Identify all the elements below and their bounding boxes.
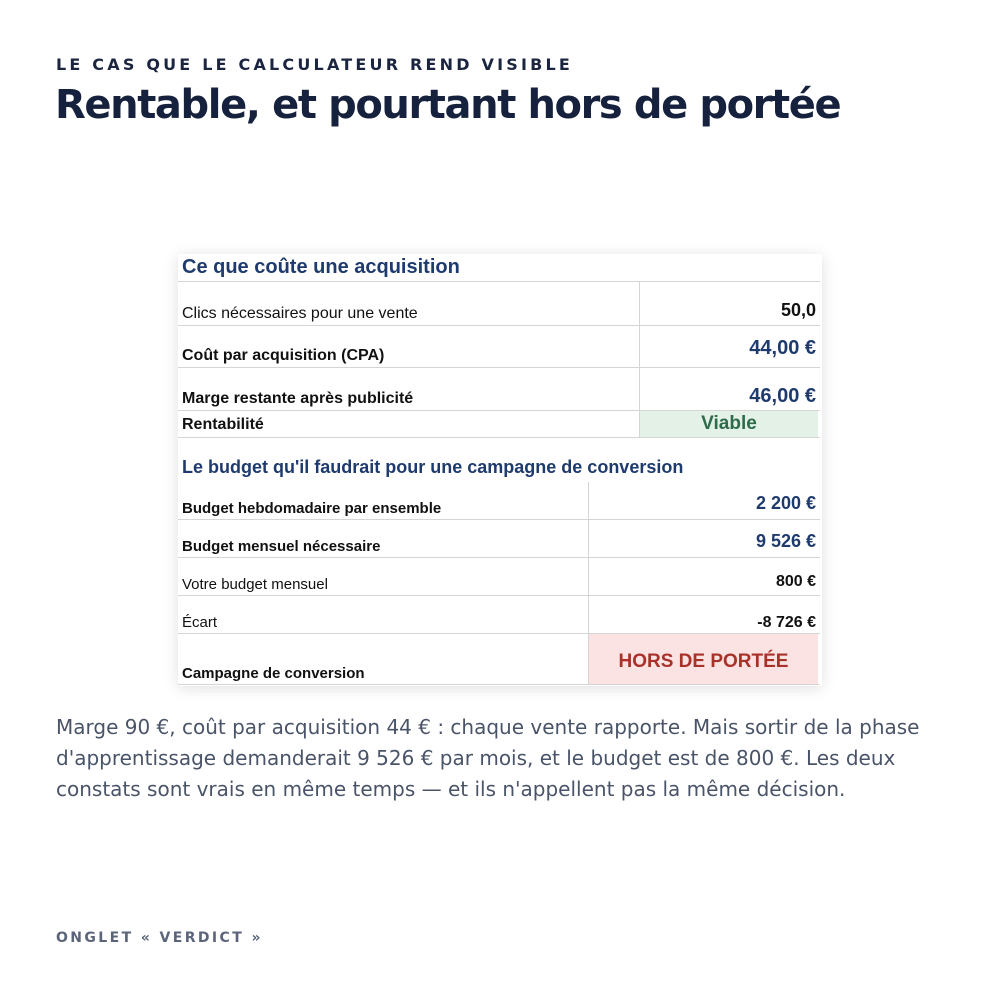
margin-after-ads-value: 46,00 €: [749, 385, 816, 407]
column-divider: [639, 368, 640, 410]
row-cpa: [178, 325, 820, 368]
gap-label: Écart: [182, 614, 218, 631]
monthly-budget-needed-label: Budget mensuel nécessaire: [182, 538, 381, 555]
row-clicks-per-sale: [178, 281, 820, 326]
budget-section-heading: Le budget qu'il faudrait pour une campagne de conversion: [182, 457, 684, 477]
column-divider: [588, 520, 589, 557]
row-your-monthly-budget: [178, 558, 820, 596]
weekly-budget-label: Budget hebdomadaire par ensemble: [182, 500, 442, 517]
eyebrow-label: LE CAS QUE LE CALCULATEUR REND VISIBLE: [56, 55, 574, 74]
your-monthly-budget-value: 800 €: [775, 573, 816, 590]
footer-tab-label: ONGLET « VERDICT »: [56, 930, 263, 946]
column-divider: [588, 558, 589, 595]
spreadsheet-verdict: [178, 254, 822, 686]
clicks-per-sale-value: 50,0: [780, 300, 816, 320]
gap-value: -8 726 €: [757, 614, 816, 631]
page-title: Rentable, et pourtant hors de portée: [55, 82, 841, 128]
profitability-status-badge: Viable: [640, 411, 818, 437]
your-monthly-budget-label: Votre budget mensuel: [182, 576, 328, 593]
row-monthly-budget-needed: [178, 520, 820, 558]
profitability-label: Rentabilité: [182, 416, 264, 433]
row-weekly-budget: [178, 482, 820, 520]
column-divider: [639, 325, 640, 367]
row-profitability: [178, 411, 820, 438]
margin-after-ads-label: Marge restante après publicité: [182, 390, 414, 407]
monthly-budget-needed-value: 9 526 €: [755, 531, 816, 551]
column-divider: [588, 482, 589, 519]
conversion-campaign-label: Campagne de conversion: [182, 665, 365, 682]
conversion-campaign-status-badge: HORS DE PORTÉE: [589, 634, 818, 684]
cpa-value: 44,00 €: [749, 337, 816, 359]
weekly-budget-value: 2 200 €: [755, 493, 816, 513]
acquisition-section-heading: Ce que coûte une acquisition: [182, 256, 460, 278]
row-margin-after-ads: [178, 368, 820, 411]
row-gap: [178, 596, 820, 634]
row-conversion-campaign: [178, 634, 820, 685]
column-divider: [588, 596, 589, 633]
cpa-label: Coût par acquisition (CPA): [182, 347, 385, 364]
column-divider: [639, 282, 640, 325]
summary-paragraph: Marge 90 €, coût par acquisition 44 € : chaque vente rapporte. Mais sortir de la phase d'apprentissage demanderait 9 526 € par mois, et le budget est de 800 €. Les deux constats sont vrais en même temps — et ils n'appellent pas la même décision.: [56, 715, 920, 801]
clicks-per-sale-label: Clics nécessaires pour une vente: [182, 305, 418, 322]
